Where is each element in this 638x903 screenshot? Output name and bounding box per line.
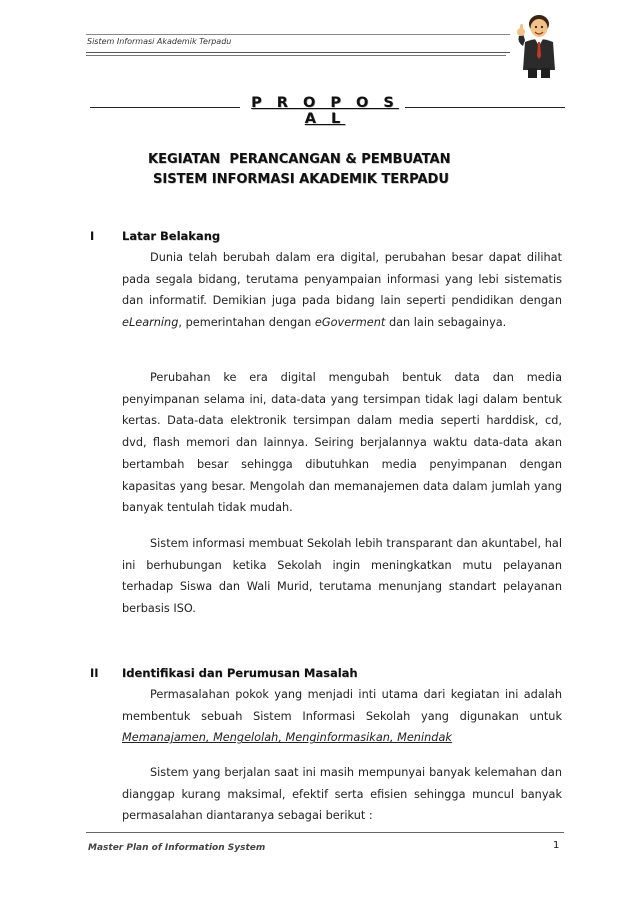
title-rule-right (405, 107, 565, 108)
businessman-thumbs-up-icon (515, 12, 563, 80)
paragraph-text: Dunia telah berubah dalam era digital, perubahan besar dapat dilihat pada segala bidang, terutama penyampaian informasi yang lebi sistematis dan informatif. Demikian juga pada bidang lain seperti pendidikan dengan (122, 251, 562, 308)
section-heading: Identifikasi dan Perumusan Masalah (122, 666, 358, 680)
underlined-text: Memanajamen, Mengelolah, Menginformasikan, Menindak (122, 731, 452, 745)
document-title: P R O P O S A L (251, 95, 399, 127)
paragraph-text: Permasalahan pokok yang menjadi inti utama dari kegiatan ini adalah membentuk sebuah Sistem Informasi Sekolah yang digunakan untuk (122, 688, 562, 723)
title-rule-left (90, 107, 240, 108)
page-number: 1 (553, 840, 560, 851)
header-rule (86, 52, 510, 53)
subtitle-line-1: KEGIATAN PERANCANGAN & PEMBUATAN (148, 152, 451, 167)
paragraph-text: Perubahan ke era digital mengubah bentuk data dan media penyimpanan selama ini, data-data yang tersimpan tidak lagi dalam bentuk kertas. Data-data elektronik tersimpan dalam media seperti harddisk, cd, dvd, flash memori dan lainnya. Seiring berjalannya waktu data-data akan bertambah besar sehingga dibutuhkan media penyimpanan dengan kapasitas yang besar. Mengolah dan memanajemen data dalam jumlah yang banyak tentulah tidak mudah. (122, 371, 562, 515)
footer-text: Master Plan of Information System (88, 843, 266, 853)
paragraph-text: Sistem informasi membuat Sekolah lebih transparant dan akuntabel, hal ini berhubungan ketika Sekolah ingin meningkatkan mutu pelayanan terhadap Siswa dan Wali Murid, terutama menunjang standart pelayanan berbasis ISO. (122, 537, 562, 616)
section-heading: Latar Belakang (122, 229, 221, 243)
paragraph-text: Sistem yang berjalan saat ini masih mempunyai banyak kelemahan dan dianggap kurang maksimal, efektif serta efisien sehingga muncul banyak permasalahan diantaranya sebagai berikut : (122, 766, 562, 823)
footer-rule (86, 832, 564, 833)
subtitle-line-2: SISTEM INFORMASI AKADEMIK TERPADU (153, 172, 449, 187)
header-title: Sistem Informasi Akademik Terpadu (87, 37, 232, 46)
header-rule-secondary (86, 55, 506, 56)
section-number: II (90, 666, 99, 680)
paragraph-text: , pemerintahan dengan (178, 316, 315, 330)
paragraph (122, 684, 562, 749)
paragraph-text: dan lain sebagainya. (385, 316, 507, 330)
section-number: I (90, 229, 95, 243)
paragraph (122, 533, 562, 620)
paragraph (122, 247, 562, 334)
paragraph (122, 762, 562, 827)
emphasis-text: eGoverment (314, 316, 386, 330)
header-top-rule (86, 34, 510, 35)
paragraph (122, 367, 562, 519)
emphasis-text: eLearning (122, 316, 179, 330)
